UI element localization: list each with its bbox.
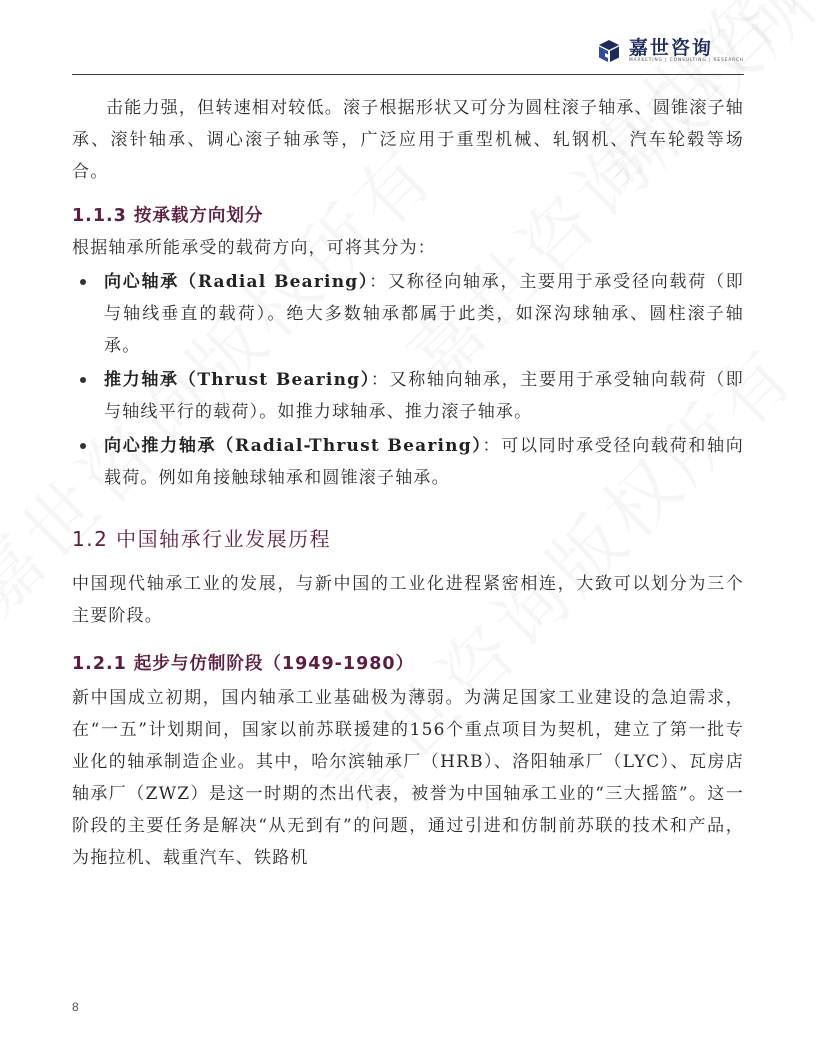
list-item	[72, 364, 744, 428]
heading-1-2-1: 1.2.1 起步与仿制阶段（1949-1980）	[72, 654, 415, 674]
list-item-term: 推力轴承（Thrust Bearing）	[104, 370, 371, 390]
cube-logo-icon	[596, 38, 622, 64]
logo-name: 嘉世咨询	[628, 37, 713, 59]
bullet-icon	[80, 443, 86, 449]
list-item-desc: ：又称径向轴承，主要用于承受径向载荷（即与轴线垂直的载荷）。绝大多数轴承都属于此类，如深沟球轴承、圆柱滚子轴承。	[104, 272, 744, 356]
list-item	[72, 266, 744, 362]
list-item-desc: ：可以同时承受径向载荷和轴向载荷。例如角接触球轴承和圆锥滚子轴承。	[104, 436, 744, 488]
heading-1-2: 1.2 中国轴承行业发展历程	[72, 527, 332, 551]
paragraph-1-2: 中国现代轴承工业的发展，与新中国的工业化进程紧密相连，大致可以划分为三个主要阶段。	[72, 574, 744, 626]
bearing-direction-list	[72, 266, 744, 494]
list-item	[72, 430, 744, 494]
bullet-icon	[80, 377, 86, 383]
list-item-term: 向心轴承（Radial Bearing）	[104, 272, 370, 292]
list-item-desc: ：又称轴向轴承，主要用于承受轴向载荷（即与轴线平行的载荷）。如推力球轴承、推力滚子轴承。	[104, 370, 745, 422]
bullet-icon	[80, 279, 86, 285]
page-header	[72, 0, 744, 75]
heading-1-1-3: 1.1.3 按承载方向划分	[72, 206, 264, 226]
main-content	[72, 92, 744, 874]
paragraph-intro: 击能力强，但转速相对较低。滚子根据形状又可分为圆柱滚子轴承、圆锥滚子轴承、滚针轴承、调心滚子轴承等，广泛应用于重型机械、轧钢机、汽车轮毂等场合。	[72, 98, 744, 182]
page-number: 8	[72, 1000, 79, 1014]
paragraph-1-1-3: 根据轴承所能承受的载荷方向，可将其分为：	[72, 238, 436, 258]
list-item-term: 向心推力轴承（Radial-Thrust Bearing）	[104, 436, 483, 456]
paragraph-1-2-1: 新中国成立初期，国内轴承工业基础极为薄弱。为满足国家工业建设的急迫需求，在“一五”计划期间，国家以前苏联援建的156个重点项目为契机，建立了第一批专业化的轴承制造企业。其中，哈尔滨轴承厂（HRB）、洛阳轴承厂（LYC）、瓦房店轴承厂（ZWZ）是这一时期的杰出代表，被誉为中国轴承工业的“三大摇篮”。这一阶段的主要任务是解决“从无到有”的问题，通过引进和仿制前苏联的技术和产品，为拖拉机、载重汽车、铁路机	[72, 688, 744, 868]
logo-tagline: MARKETING | CONSULTING | RESEARCH	[628, 58, 744, 63]
company-logo	[596, 34, 744, 68]
